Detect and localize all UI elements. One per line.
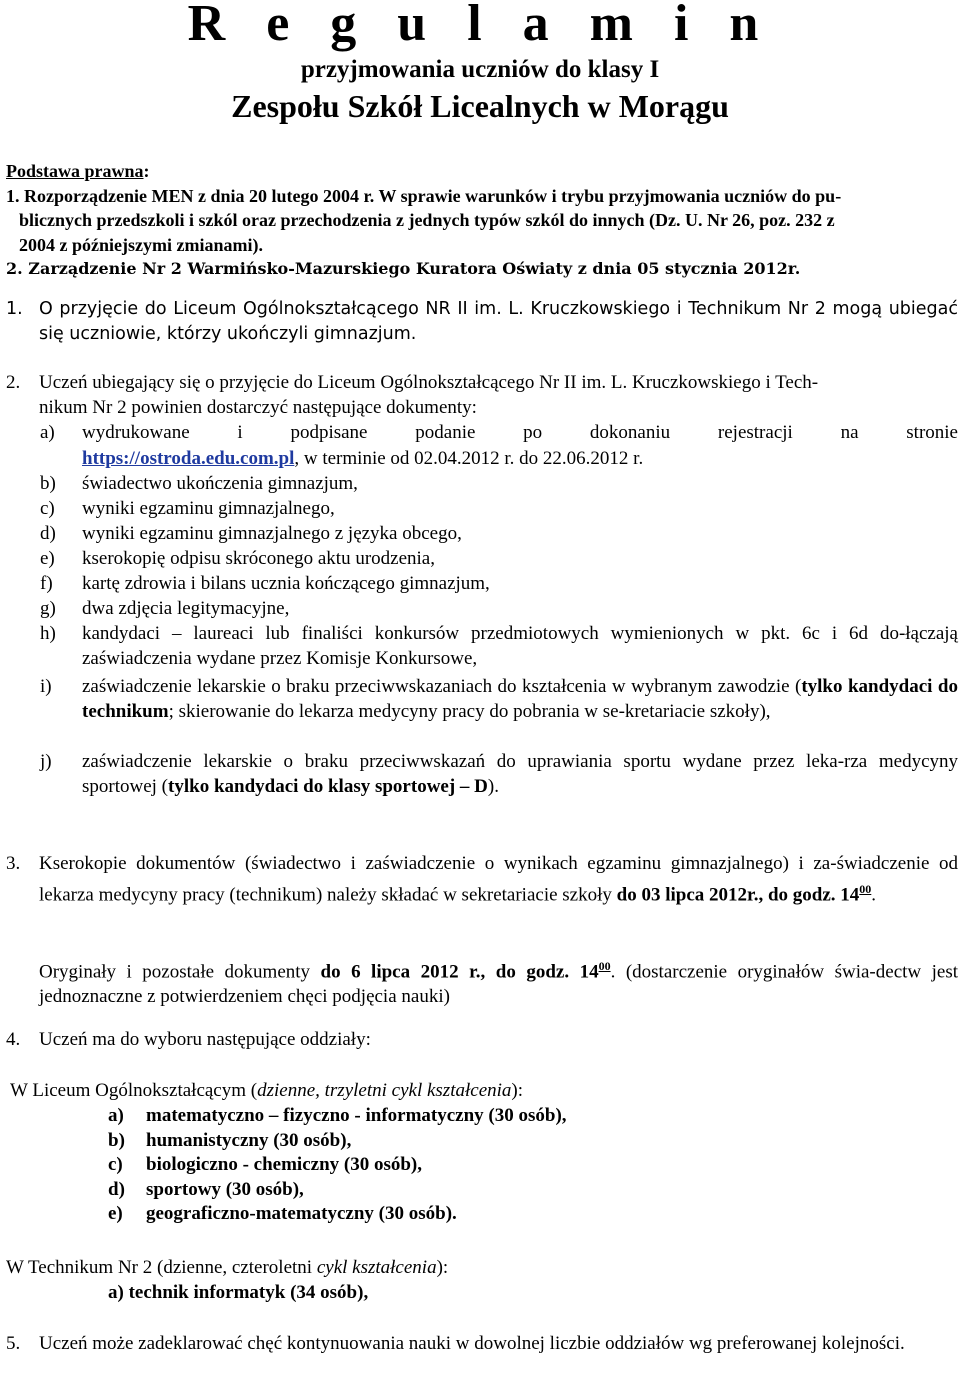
section-3-originals-text: Oryginały i pozostałe dokumenty do 6 lipca 2012 r., do godz. $14^{00}$. (dostarczenie oryginałów świa-dectw jest jednoznaczne z potwierdzeniem chęci podjęcia nauki): [39, 959, 958, 1007]
list-item: e) geograficzno-matematyczny (30 osób).: [108, 1203, 457, 1224]
legal-basis: [6, 159, 958, 282]
document-item-d: d) wyniki egzaminu gimnazjalnego z języka obcego,: [40, 523, 462, 544]
lyceum-class-list: [108, 1104, 567, 1227]
document-item-a: a) wydrukowane i podpisane podanie po dokonaniu rejestracji na stronie: [40, 422, 958, 443]
list-item: b) humanistyczny (30 osób),: [108, 1129, 352, 1151]
document-item-j: j) zaświadczenie lekarskie o braku przeciwwskazań do uprawiania sportu wydane przez leka-rza medycyny sportowej (tylko kandydaci do klasy sportowej – D).: [40, 751, 958, 797]
technikum-class-item: a) technik informatyk (34 osób),: [108, 1282, 369, 1303]
section-5: [6, 1332, 958, 1357]
registration-link[interactable]: https://ostroda.edu.com.pl: [82, 448, 295, 469]
document-title: R e g u l a m i n: [187, 0, 773, 52]
lyceum-intro: W Liceum Ogólnokształcącym (dzienne, trzyletni cykl kształcenia):: [10, 1080, 524, 1101]
section-3: [6, 852, 958, 907]
section-4-text: Uczeń ma do wyboru następujące oddziały:: [39, 1029, 371, 1050]
section-4-number: 4.: [6, 1029, 21, 1050]
document-item-b: b) świadectwo ukończenia gimnazjum,: [40, 473, 358, 494]
section-1-text: O przyjęcie do Liceum Ogólnokształcącego NR II im. L. Kruczkowskiego i Technikum Nr 2 mogą ubiegać się uczniowie, którzy ukończyli gimnazjum.: [39, 299, 958, 344]
document-subtitle: przyjmowania uczniów do klasy I: [300, 56, 660, 83]
section-4: [6, 1028, 958, 1053]
document-item-a-link-line: https://ostroda.edu.com.pl, w terminie od 02.04.2012 r. do 22.06.2012 r.: [82, 448, 644, 469]
document-item-e: e) kserokopię odpisu skróconego aktu urodzenia,: [40, 548, 435, 569]
section-5-text: Uczeń może zadeklarować chęć kontynuowania nauki w dowolnej liczbie oddziałów wg preferowanej kolejności.: [39, 1333, 905, 1354]
document-item-i: i) zaświadczenie lekarskie o braku przeciwwskazaniach do kształcenia w wybranym zawodzie (tylko kandydaci do technikum; skierowanie do lekarza medycyny pracy do pobrania w se-kretariacie szkoły),: [40, 676, 958, 722]
section-5-number: 5.: [6, 1333, 21, 1354]
list-item: a) matematyczno – fizyczno - informatyczny (30 osób),: [108, 1105, 567, 1126]
document-item-f: f) kartę zdrowia i bilans ucznia kończącego gimnazjum,: [40, 573, 490, 594]
legal-basis-label: Podstawa prawna:: [6, 161, 150, 181]
section-3-text: Kserokopie dokumentów (świadectwo i zaświadczenie o wynikach egzaminu gimnazjalnego) i za-świadczenie od lekarza medycyny pracy (technikum) należy składać w sekretariacie szkoły do 03 lipca 2012r., do godz. $14^{00}$.: [39, 853, 958, 905]
legal-item-1-line-2: blicznych przedszkoli i szkól oraz przechodzenia z jednych typów szkól do innych (Dz. U. Nr 26, poz. 232 z: [19, 210, 835, 230]
document-item-g: g) dwa zdjęcia legitymacyjne,: [40, 598, 290, 619]
list-item: c) biologiczno - chemiczny (30 osób),: [108, 1154, 423, 1175]
section-3-originals: [6, 954, 958, 1009]
section-3-number: 3.: [6, 853, 21, 874]
section-2: [6, 371, 958, 420]
list-item: d) sportowy (30 osób),: [108, 1178, 304, 1200]
document-item-c: c) wyniki egzaminu gimnazjalnego,: [40, 498, 335, 519]
section-2-number: 2.: [6, 372, 21, 393]
school-name: Zespołu Szkół Licealnych w Morągu: [231, 88, 729, 124]
section-1-number: 1.: [6, 299, 23, 319]
legal-item-1-line-1: 1. Rozporządzenie MEN z dnia 20 lutego 2004 r. W sprawie warunków i trybu przyjmowania uczniów do pu-: [6, 185, 842, 206]
technikum-intro: W Technikum Nr 2 (dzienne, czteroletni cykl kształcenia):: [6, 1257, 449, 1278]
section-2-text: Uczeń ubiegający się o przyjęcie do Liceum Ogólnokształcącego Nr II im. L. Kruczkowskiego i Tech- nikum Nr 2 powinien dostarczyć następujące dokumenty:: [39, 372, 819, 418]
legal-item-1-line-3: 2004 z późniejszymi zmianami).: [19, 234, 263, 255]
section-1: [6, 297, 958, 346]
legal-item-2: 2. Zarządzenie Nr 2 Warmińsko-Mazurskiego Kuratora Oświaty z dnia 05 stycznia 2012r.: [6, 259, 801, 278]
document-item-h: h) kandydaci – laureaci lub finaliści konkursów przedmiotowych wymienionych w pkt. 6c i 6d do-łączają zaświadczenia wydane przez Komisje Konkursowe,: [40, 623, 958, 669]
